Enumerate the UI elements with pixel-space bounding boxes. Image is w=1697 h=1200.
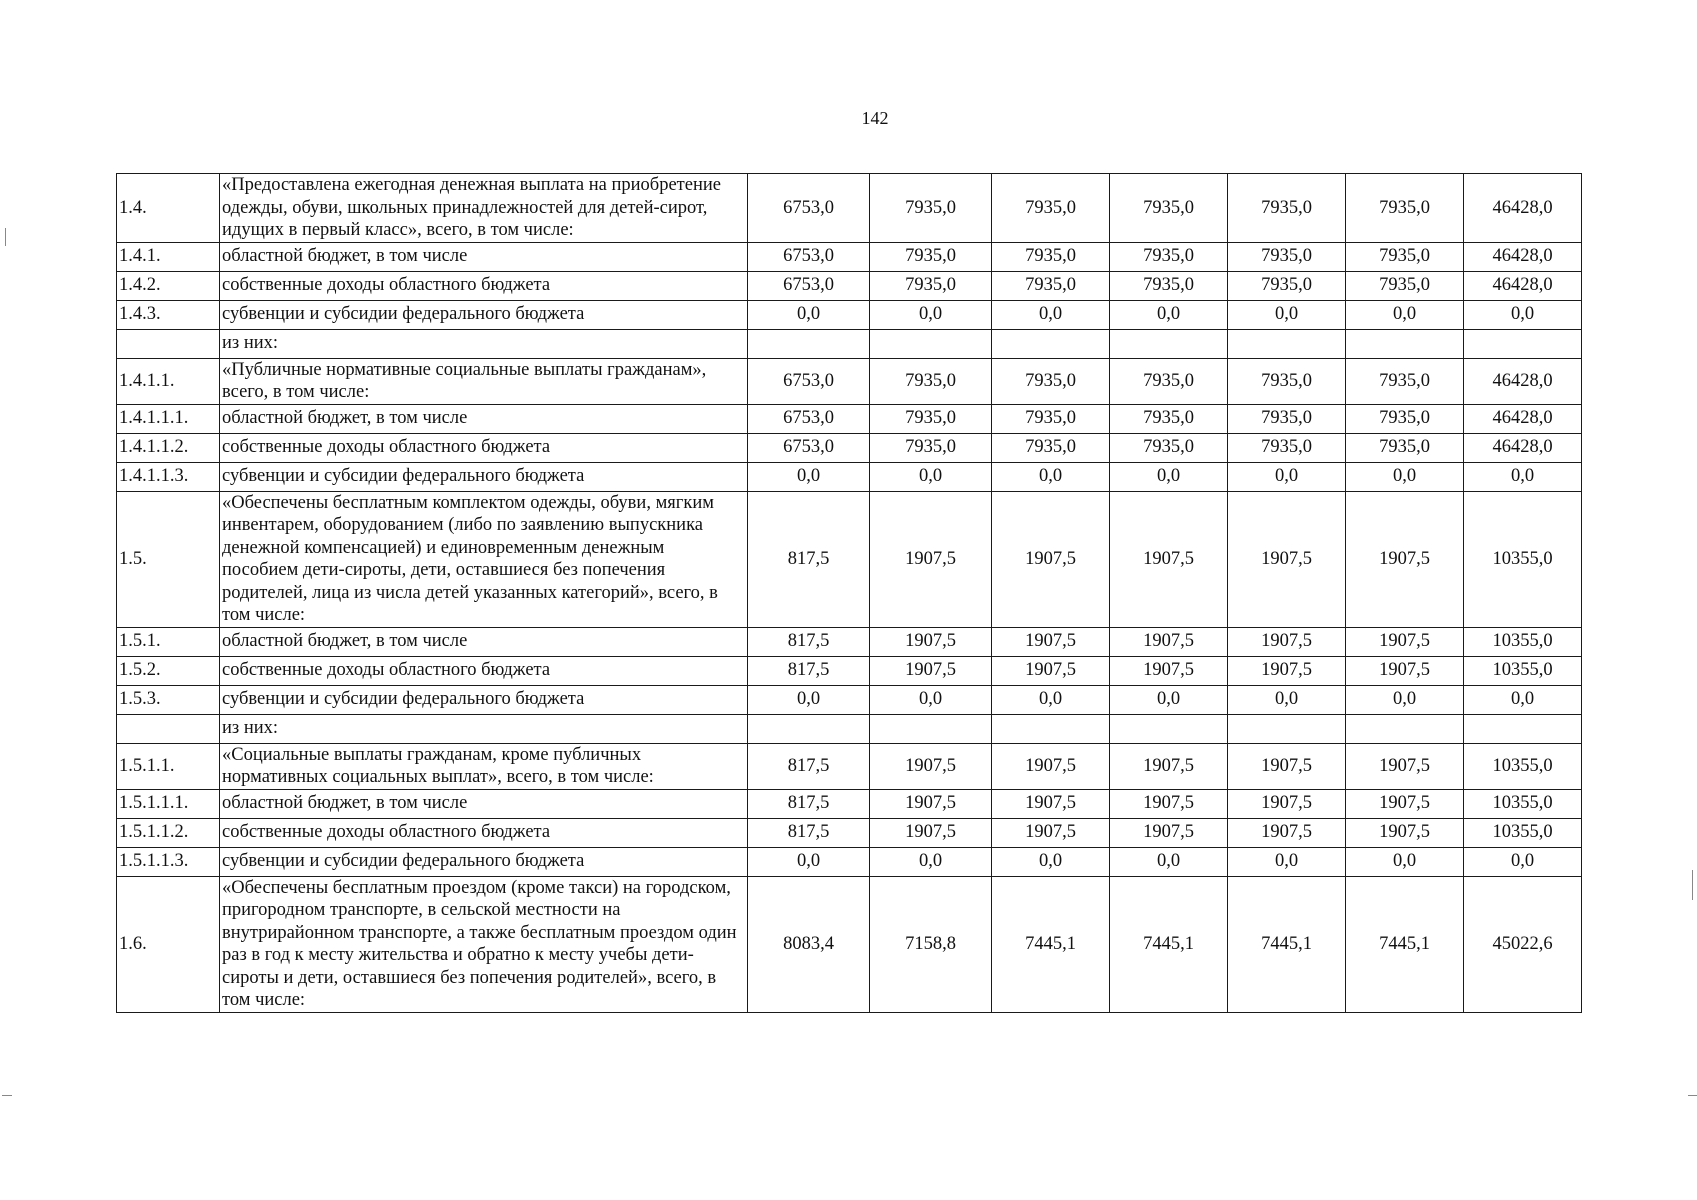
row-total-value: 10355,0 [1464,743,1582,789]
row-description: «Обеспечены бесплатным комплектом одежды, обуви, мягким инвентарем, оборудованием (либо по заявлению выпускника денежной компенсацией) и единовременным денежным пособием дети-сироты, дети, оставшиеся без попечения родителей, лица из числа детей указанных категорий», всего, в том числе: [220,491,748,627]
row-year-value: 0,0 [870,300,992,329]
row-year-value: 1907,5 [870,743,992,789]
row-year-value: 1907,5 [1346,743,1464,789]
row-description: субвенции и субсидии федерального бюджета [220,300,748,329]
table-row [117,876,1582,1012]
row-year-value: 7935,0 [1346,242,1464,271]
row-year-value: 1907,5 [1110,491,1228,627]
row-year-value [1228,329,1346,358]
row-total-value: 46428,0 [1464,358,1582,404]
row-total-value: 46428,0 [1464,404,1582,433]
row-code: 1.5.1.1.2. [117,818,220,847]
table-row [117,847,1582,876]
row-year-value: 6753,0 [748,271,870,300]
row-description: собственные доходы областного бюджета [220,271,748,300]
row-year-value: 6753,0 [748,242,870,271]
row-year-value: 1907,5 [992,656,1110,685]
row-description: собственные доходы областного бюджета [220,818,748,847]
row-year-value: 7935,0 [992,242,1110,271]
row-total-value [1464,714,1582,743]
row-code: 1.5.1.1. [117,743,220,789]
row-description: субвенции и субсидии федерального бюджета [220,847,748,876]
row-code: 1.4.1.1.3. [117,462,220,491]
row-year-value: 817,5 [748,789,870,818]
row-code: 1.4. [117,174,220,243]
row-description: областной бюджет, в том числе [220,627,748,656]
row-year-value: 8083,4 [748,876,870,1012]
row-year-value: 817,5 [748,491,870,627]
row-year-value: 1907,5 [1228,818,1346,847]
row-year-value: 7935,0 [992,271,1110,300]
row-year-value: 7935,0 [1110,174,1228,243]
row-year-value: 7935,0 [1346,271,1464,300]
table-row [117,433,1582,462]
row-year-value: 1907,5 [1228,743,1346,789]
row-description: областной бюджет, в том числе [220,404,748,433]
row-code: 1.5.3. [117,685,220,714]
row-year-value: 7935,0 [1346,404,1464,433]
row-year-value: 6753,0 [748,433,870,462]
row-year-value: 1907,5 [1228,627,1346,656]
table-row [117,174,1582,243]
row-year-value: 0,0 [748,685,870,714]
row-description: «Социальные выплаты гражданам, кроме публичных нормативных социальных выплат», всего, в том числе: [220,743,748,789]
row-year-value: 7935,0 [992,433,1110,462]
row-description: субвенции и субсидии федерального бюджета [220,685,748,714]
row-year-value: 6753,0 [748,404,870,433]
table-row [117,491,1582,627]
row-code: 1.5.1.1.3. [117,847,220,876]
row-year-value: 7935,0 [870,271,992,300]
row-year-value: 1907,5 [1228,656,1346,685]
row-description: «Предоставлена ежегодная денежная выплата на приобретение одежды, обуви, школьных принадлежностей для детей-сирот, идущих в первый класс», всего, в том числе: [220,174,748,243]
row-total-value: 10355,0 [1464,491,1582,627]
row-year-value: 817,5 [748,627,870,656]
row-total-value: 0,0 [1464,847,1582,876]
row-code: 1.5.1. [117,627,220,656]
table-row [117,656,1582,685]
row-code: 1.4.2. [117,271,220,300]
scan-edge-mark [5,228,6,246]
row-year-value: 7935,0 [992,358,1110,404]
scan-edge-mark [1688,1095,1697,1096]
row-year-value: 6753,0 [748,358,870,404]
row-total-value: 46428,0 [1464,433,1582,462]
row-year-value: 0,0 [1228,847,1346,876]
row-description: «Обеспечены бесплатным проездом (кроме такси) на городском, пригородном транспорте, в сельской местности на внутрирайонном транспорте, а также бесплатным проездом один раз в год к месту жительства и обратно к месту учебы дети-сироты и дети, оставшиеся без попечения родителей», всего, в том числе: [220,876,748,1012]
row-year-value [748,714,870,743]
row-year-value: 1907,5 [1346,627,1464,656]
row-year-value: 7158,8 [870,876,992,1012]
table-row [117,818,1582,847]
row-year-value: 0,0 [1346,847,1464,876]
table-row [117,358,1582,404]
row-year-value: 6753,0 [748,174,870,243]
table-row [117,404,1582,433]
row-year-value: 1907,5 [1110,656,1228,685]
row-year-value: 1907,5 [1346,789,1464,818]
row-year-value [992,714,1110,743]
row-code: 1.4.1.1.2. [117,433,220,462]
row-year-value: 7935,0 [870,358,992,404]
row-code [117,714,220,743]
row-year-value: 1907,5 [992,789,1110,818]
row-year-value: 1907,5 [1110,743,1228,789]
row-code: 1.5. [117,491,220,627]
table-row [117,685,1582,714]
row-total-value: 10355,0 [1464,789,1582,818]
row-description: областной бюджет, в том числе [220,789,748,818]
row-year-value: 7935,0 [1228,358,1346,404]
table-row [117,329,1582,358]
row-year-value: 1907,5 [870,818,992,847]
table-body [117,174,1582,1013]
row-code: 1.4.1. [117,242,220,271]
row-year-value: 0,0 [1228,685,1346,714]
row-year-value: 7935,0 [992,404,1110,433]
row-total-value: 10355,0 [1464,627,1582,656]
row-year-value: 1907,5 [992,491,1110,627]
row-code [117,329,220,358]
row-year-value: 7935,0 [870,433,992,462]
row-year-value: 0,0 [1110,847,1228,876]
row-year-value [748,329,870,358]
row-year-value: 0,0 [1346,685,1464,714]
row-year-value: 1907,5 [1346,656,1464,685]
row-year-value: 7445,1 [992,876,1110,1012]
row-total-value: 10355,0 [1464,818,1582,847]
row-year-value: 1907,5 [992,743,1110,789]
row-code: 1.4.1.1.1. [117,404,220,433]
row-year-value: 817,5 [748,656,870,685]
row-code: 1.4.1.1. [117,358,220,404]
row-year-value: 0,0 [1110,300,1228,329]
row-year-value [992,329,1110,358]
row-year-value: 1907,5 [1110,789,1228,818]
row-year-value: 0,0 [1346,300,1464,329]
scan-edge-mark [2,1095,12,1096]
table-row [117,789,1582,818]
table-row [117,271,1582,300]
row-year-value: 1907,5 [1228,789,1346,818]
row-total-value: 46428,0 [1464,174,1582,243]
row-year-value: 7935,0 [1228,404,1346,433]
row-year-value: 7935,0 [870,174,992,243]
row-total-value: 10355,0 [1464,656,1582,685]
table-row [117,743,1582,789]
table-row [117,462,1582,491]
row-description: субвенции и субсидии федерального бюджета [220,462,748,491]
row-year-value: 1907,5 [870,627,992,656]
row-year-value: 0,0 [748,300,870,329]
table-row [117,300,1582,329]
row-year-value: 7935,0 [1110,358,1228,404]
row-year-value: 0,0 [1346,462,1464,491]
row-year-value: 7935,0 [1346,433,1464,462]
row-year-value: 1907,5 [992,627,1110,656]
page-number: 142 [861,108,889,128]
row-year-value: 7445,1 [1110,876,1228,1012]
row-year-value: 0,0 [992,847,1110,876]
row-description: собственные доходы областного бюджета [220,656,748,685]
row-year-value: 7935,0 [1346,358,1464,404]
row-code: 1.5.2. [117,656,220,685]
table-row [117,242,1582,271]
row-description: из них: [220,714,748,743]
row-code: 1.4.3. [117,300,220,329]
row-year-value: 1907,5 [870,491,992,627]
row-year-value: 1907,5 [1346,818,1464,847]
row-description: «Публичные нормативные социальные выплаты гражданам», всего, в том числе: [220,358,748,404]
row-year-value: 7935,0 [1110,271,1228,300]
row-year-value: 0,0 [1228,462,1346,491]
row-year-value [870,329,992,358]
row-year-value: 1907,5 [992,818,1110,847]
row-year-value: 7935,0 [992,174,1110,243]
row-year-value [870,714,992,743]
row-year-value: 817,5 [748,818,870,847]
row-year-value: 7445,1 [1228,876,1346,1012]
row-year-value: 0,0 [1110,685,1228,714]
row-year-value: 0,0 [1110,462,1228,491]
row-year-value: 1907,5 [870,656,992,685]
row-year-value: 0,0 [748,462,870,491]
row-year-value: 817,5 [748,743,870,789]
row-year-value: 7445,1 [1346,876,1464,1012]
row-year-value: 1907,5 [870,789,992,818]
row-total-value: 45022,6 [1464,876,1582,1012]
budget-table [116,173,1582,1013]
row-year-value: 1907,5 [1110,627,1228,656]
row-year-value: 7935,0 [1228,433,1346,462]
row-total-value: 0,0 [1464,685,1582,714]
row-year-value [1110,329,1228,358]
row-year-value: 7935,0 [1346,174,1464,243]
row-total-value [1464,329,1582,358]
row-year-value: 0,0 [992,300,1110,329]
row-year-value [1110,714,1228,743]
row-year-value: 0,0 [748,847,870,876]
row-total-value: 46428,0 [1464,242,1582,271]
row-code: 1.5.1.1.1. [117,789,220,818]
row-year-value: 7935,0 [870,242,992,271]
row-year-value: 0,0 [992,685,1110,714]
row-year-value: 7935,0 [1228,271,1346,300]
row-year-value: 7935,0 [870,404,992,433]
table-row [117,714,1582,743]
row-total-value: 0,0 [1464,300,1582,329]
row-year-value: 1907,5 [1110,818,1228,847]
row-year-value: 0,0 [992,462,1110,491]
row-total-value: 0,0 [1464,462,1582,491]
row-year-value: 7935,0 [1110,242,1228,271]
row-code: 1.6. [117,876,220,1012]
row-year-value: 1907,5 [1346,491,1464,627]
row-year-value: 7935,0 [1110,404,1228,433]
row-year-value: 0,0 [1228,300,1346,329]
row-description: из них: [220,329,748,358]
scan-edge-mark [1692,870,1693,900]
row-year-value: 7935,0 [1228,174,1346,243]
row-total-value: 46428,0 [1464,271,1582,300]
row-year-value [1346,329,1464,358]
row-year-value [1346,714,1464,743]
row-description: собственные доходы областного бюджета [220,433,748,462]
row-year-value: 0,0 [870,847,992,876]
table-row [117,627,1582,656]
row-year-value [1228,714,1346,743]
row-year-value: 0,0 [870,685,992,714]
row-year-value: 0,0 [870,462,992,491]
row-year-value: 1907,5 [1228,491,1346,627]
row-year-value: 7935,0 [1110,433,1228,462]
row-description: областной бюджет, в том числе [220,242,748,271]
row-year-value: 7935,0 [1228,242,1346,271]
